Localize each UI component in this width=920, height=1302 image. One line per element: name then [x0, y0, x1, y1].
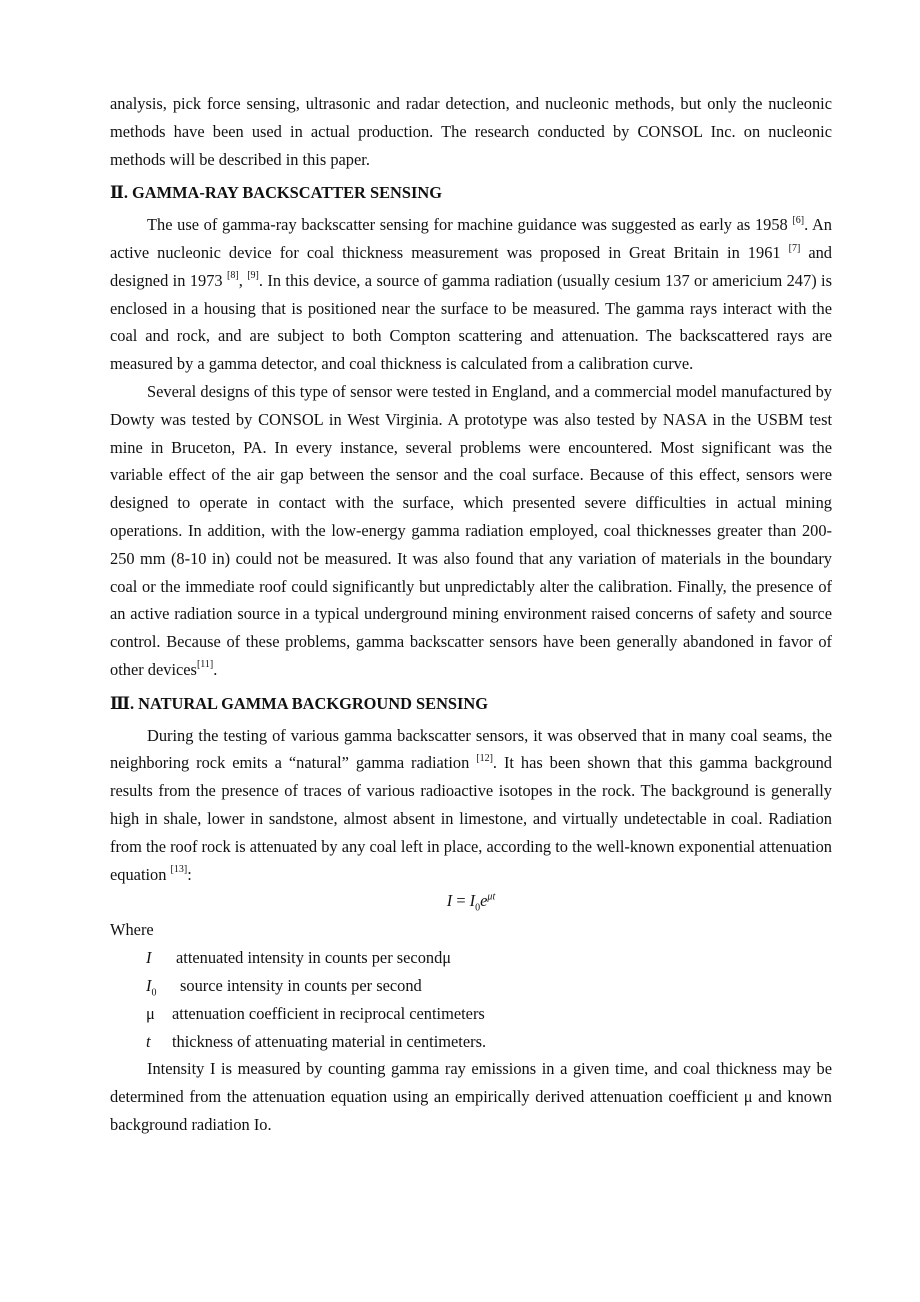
variable-symbol: $I_0$ [146, 975, 157, 999]
definition-row [146, 1028, 832, 1056]
section-3-paragraph-2: Intensity I is measured by counting gamma ray emissions in a given time, and coal thickness may be determined from the attenuation equation using an empirically derived attenuation coefficient μ and known background radiation Io. [110, 1059, 832, 1134]
document-page [110, 90, 832, 1139]
section-2-heading: Ⅱ. GAMMA-RAY BACKSCATTER SENSING [110, 183, 442, 203]
variable-description: thickness of attenuating material in centimeters. [172, 1031, 487, 1051]
variable-symbol: μ [146, 1003, 155, 1023]
variable-symbol: t [146, 1031, 151, 1051]
citation[interactable]: [13] [170, 864, 188, 876]
attenuation-equation: $I = I_0e^{\mu t}$ [446, 891, 496, 914]
definition-row [146, 944, 832, 972]
citation[interactable]: [7] [788, 242, 801, 254]
variable-description: source intensity in counts per second [180, 975, 422, 995]
citation[interactable]: [11] [196, 659, 214, 671]
section-2-paragraph-1: The use of gamma-ray backscatter sensing for machine guidance was suggested as early as 1958 [6]. An active nucleonic device for coal thickness measurement was proposed in Great Britain in 1961 [7] and designed in 1973 [8], [9]. In this device, a source of gamma radiation (usually cesium 137 or americium 247) is enclosed in a housing that is positioned near the surface to be measured. The gamma rays interact with the coal and rock, and are subject to both Compton scattering and attenuation. The backscattered rays are measured by a gamma detector, and coal thickness is calculated from a calibration curve. [110, 214, 832, 374]
section-2-paragraph-2: Several designs of this type of sensor were tested in England, and a commercial model manufactured by Dowty was tested by CONSOL in West Virginia. A prototype was also tested by NASA in the USBM test mine in Bruceton, PA. In every instance, several problems were encountered. Most significant was the variable effect of the air gap between the sensor and the coal surface. Because of this effect, sensors were designed to operate in contact with the surface, which presented severe difficulties in actual mining operations. In addition, with the low-energy gamma radiation employed, coal thicknesses greater than 200-250 mm (8-10 in) could not be measured. It was also found that any variation of materials in the boundary coal or the immediate roof could significantly but unpredictably alter the calibration. Finally, the presence of an active radiation source in a typical underground mining environment raised concerns of safety and source control. Because of these problems, gamma backscatter sensors have been generally abandoned in favor of other devices[11]. [110, 381, 832, 679]
citation[interactable]: [6] [792, 214, 805, 226]
where-label: Where [110, 920, 154, 940]
section-3-paragraph-1: During the testing of various gamma backscatter sensors, it was observed that in many coal seams, the neighboring rock emits a “natural” gamma radiation [12]. It has been shown that this gamma background results from the presence of traces of various radioactive isotopes in the rock. The background is generally high in shale, lower in sandstone, almost absent in limestone, and virtually undetectable in coal. Radiation from the roof rock is attenuated by any coal left in place, according to the well-known exponential attenuation equation [13]: [110, 725, 832, 884]
definition-row [146, 1000, 832, 1028]
variable-symbol: I [146, 948, 152, 968]
variable-description: attenuated intensity in counts per secondμ [176, 948, 452, 968]
intro-paragraph: analysis, pick force sensing, ultrasonic and radar detection, and nucleonic methods, but only the nucleonic methods have been used in actual production. The research conducted by CONSOL Inc. on nucleonic methods will be described in this paper. [110, 94, 832, 169]
variable-description: attenuation coefficient in reciprocal centimeters [172, 1003, 485, 1023]
variable-definitions [146, 944, 832, 1055]
citation[interactable]: [12] [476, 752, 493, 764]
definition-row [146, 972, 832, 1000]
citation[interactable]: [8] [227, 270, 239, 282]
section-3-heading: Ⅲ. NATURAL GAMMA BACKGROUND SENSING [110, 693, 488, 713]
citation[interactable]: [9] [247, 270, 259, 282]
